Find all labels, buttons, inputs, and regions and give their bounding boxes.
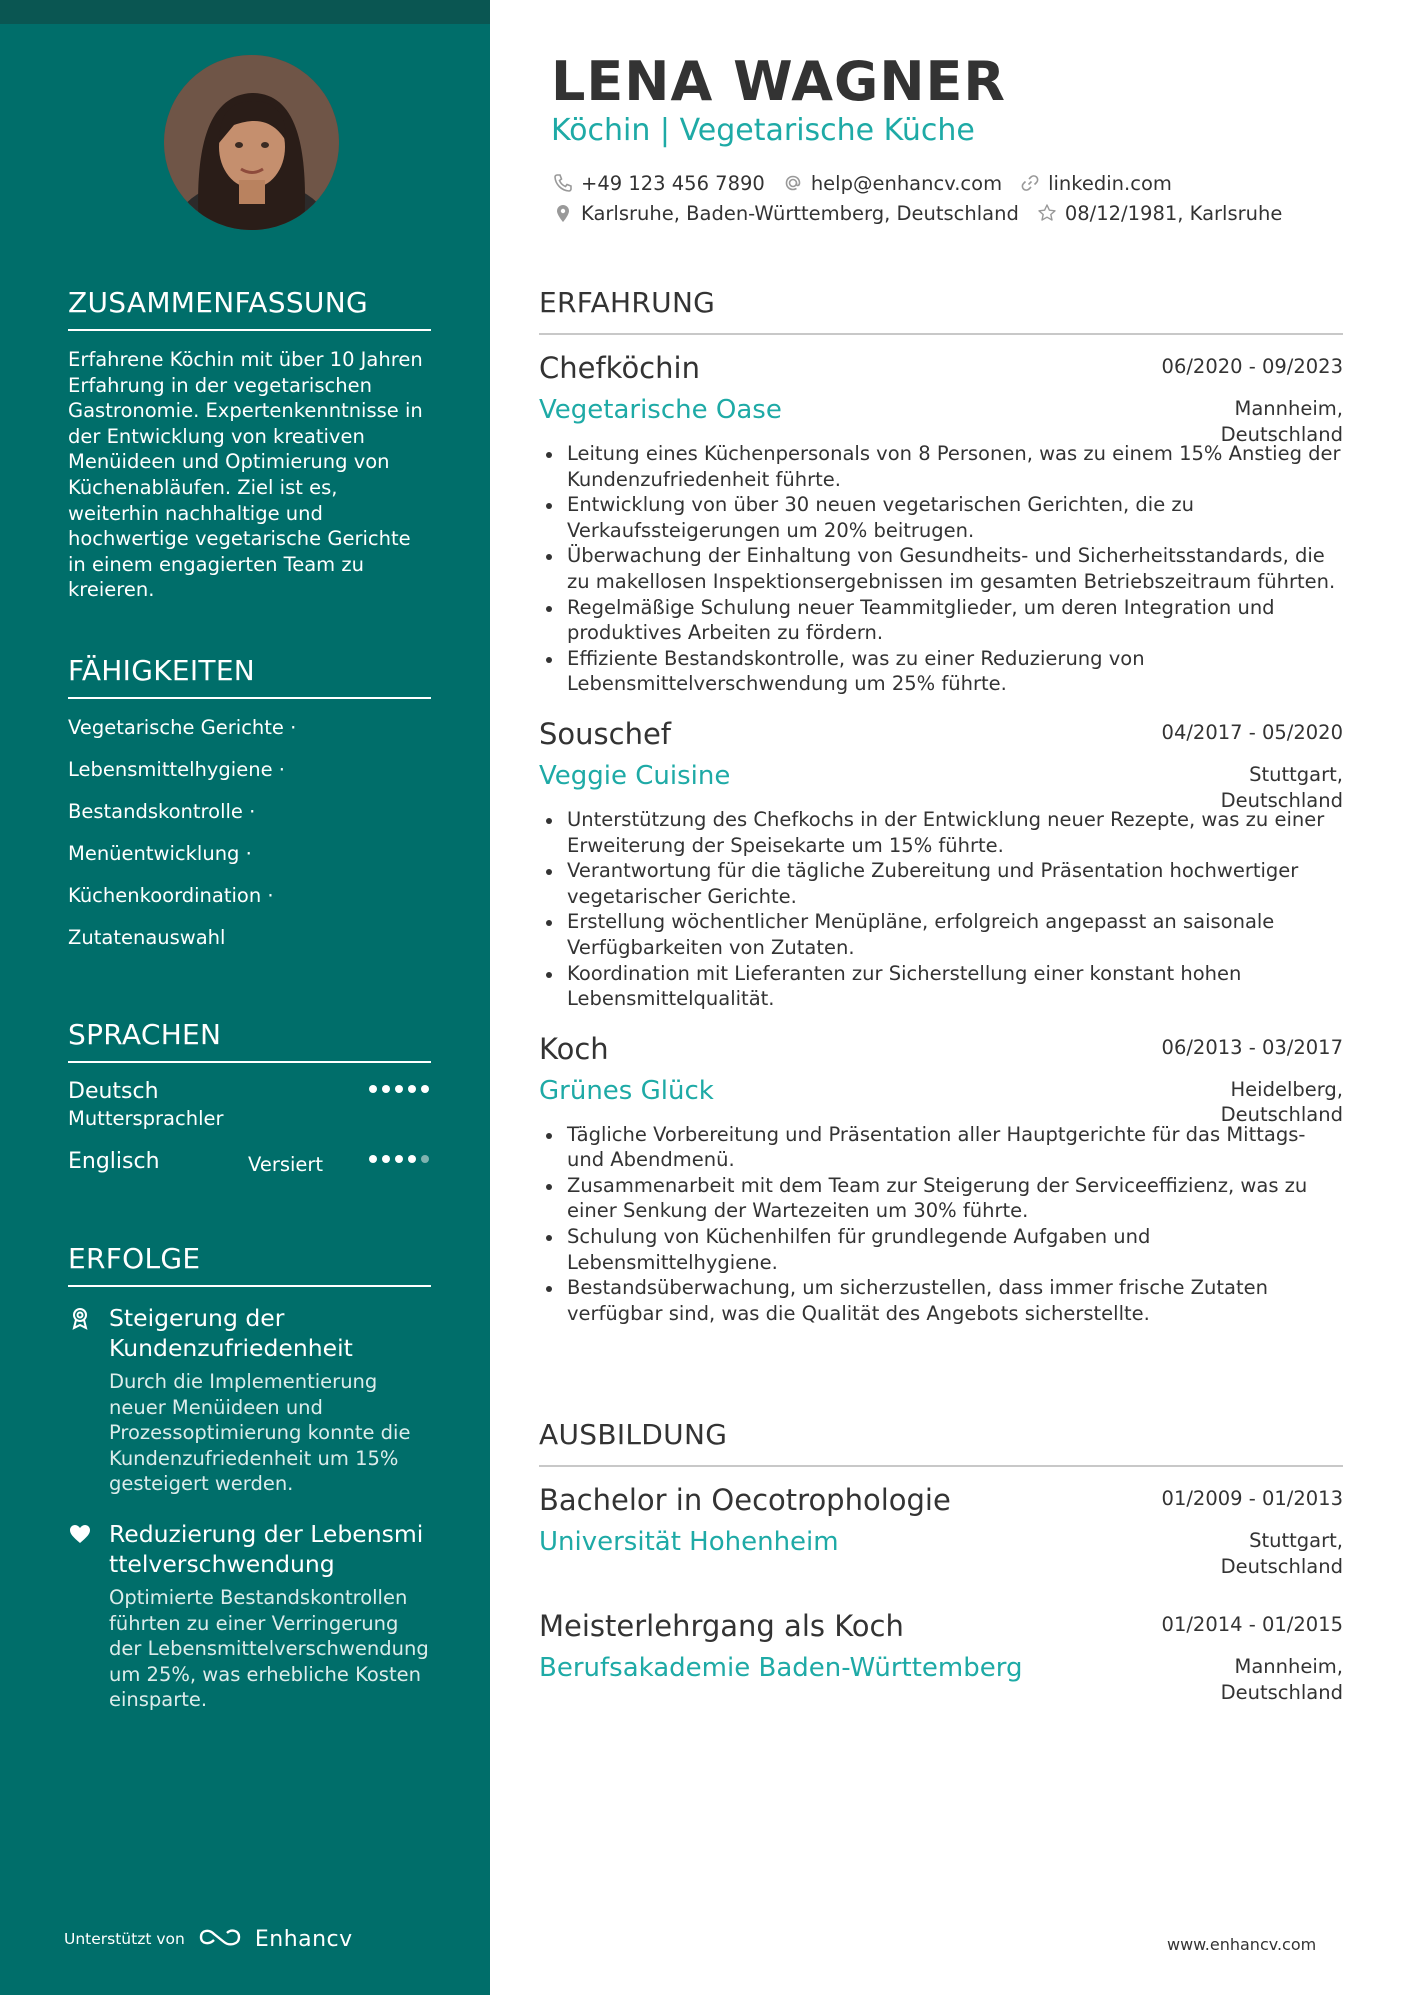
education-entry	[539, 1609, 1343, 1719]
job-bullet: Überwachung der Einhaltung von Gesundheits- und Sicherheitsstandards, die zu makellosen Inspektionsergebnissen im gesamten Betriebszeitraum führten.	[539, 543, 1343, 594]
experience-heading: ERFAHRUNG	[539, 286, 1343, 335]
skills-section	[68, 654, 431, 967]
powered-by-label: Unterstützt von	[64, 1930, 185, 1948]
job-location-city: Mannheim,	[1234, 397, 1343, 420]
contact-linkedin[interactable]	[1020, 172, 1172, 195]
skill-item: Küchenkoordination ·	[68, 884, 274, 907]
job-title: Souschef	[539, 716, 672, 751]
education-location-country: Deutschland	[1220, 1680, 1343, 1704]
skill-item: Bestandskontrolle ·	[68, 800, 256, 823]
job-bullet: Entwicklung von über 30 neuen vegetarischen Gerichten, die zu Verkaufssteigerungen um 20% beitrugen.	[539, 492, 1343, 543]
job-location	[1221, 396, 1343, 447]
job-location-city: Stuttgart,	[1249, 762, 1343, 786]
language-level: Muttersprachler	[68, 1107, 224, 1130]
job-bullet: Tägliche Vorbereitung und Präsentation aller Hauptgerichte für das Mittags- und Abendmenü.	[539, 1122, 1343, 1173]
at-icon	[783, 173, 803, 193]
summary-text: Erfahrene Köchin mit über 10 Jahren Erfahrung in der vegetarischen Gastronomie. Expertenkenntnisse in der Entwicklung von kreativen Menüideen und Optimierung von Küchenabläufen. Ziel ist es, weiterhin nachhaltige und hochwertige vegetarische Gerichte in einem engagierten Team zu kreieren.	[68, 348, 423, 602]
education-location-country: Deutschland	[1220, 1554, 1343, 1578]
education-location-city: Mannheim,	[1234, 1655, 1343, 1678]
contact-phone-text: +49 123 456 7890	[581, 171, 765, 195]
skill-item: Menüentwicklung ·	[68, 842, 252, 865]
rating-dot	[382, 1085, 390, 1093]
skill-item: Zutatenauswahl	[68, 926, 226, 949]
job-bullet: Leitung eines Küchenpersonals von 8 Personen, was zu einem 15% Anstieg der Kundenzufriedenheit führte.	[539, 441, 1343, 492]
education-location	[1221, 1654, 1343, 1705]
star-icon	[1037, 203, 1057, 223]
rating-dot	[421, 1085, 429, 1093]
achievement-desc: Durch die Implementierung neuer Menüideen und Prozessoptimierung konnte die Kundenzufriedenheit um 15% gesteigert werden.	[109, 1370, 411, 1496]
achievement-desc: Optimierte Bestandskontrollen führten zu einer Verringerung der Lebensmittelverschwendung um 25%, was erhebliche Kosten einsparte.	[109, 1585, 429, 1712]
job-bullet: Effiziente Bestandskontrolle, was zu einer Reduzierung von Lebensmittelverschwendung um 25% führte.	[539, 646, 1343, 697]
contact-phone	[553, 172, 765, 195]
enhancv-logo-icon	[197, 1925, 243, 1953]
degree-title: Meisterlehrgang als Koch	[539, 1609, 904, 1643]
job-bullets	[539, 1122, 1343, 1327]
education-location	[1221, 1528, 1343, 1579]
job-title: Koch	[539, 1031, 609, 1066]
job-location-country: Deutschland	[1220, 788, 1343, 812]
achievements-heading: ERFOLGE	[68, 1242, 431, 1287]
job-bullet: Erstellung wöchentlicher Menüpläne, erfolgreich angepasst an saisonale Verfügbarkeiten von Zutaten.	[539, 909, 1343, 960]
link-icon	[1020, 173, 1040, 193]
experience-entry	[539, 717, 1343, 1012]
rating-dot	[382, 1155, 390, 1163]
achievement-item	[68, 1303, 431, 1497]
sidebar	[0, 0, 490, 1995]
contact-info	[553, 168, 1333, 228]
rating-dot	[395, 1155, 403, 1163]
job-location-country: Deutschland	[1220, 422, 1343, 446]
job-date: 04/2017 - 05/2020	[1161, 720, 1343, 744]
summary-section	[68, 286, 431, 603]
experience-section	[539, 286, 1343, 1326]
powered-by-brand: Enhancv	[254, 1926, 353, 1952]
main-content	[539, 0, 1343, 1995]
company-name: Vegetarische Oase	[539, 395, 782, 425]
language-level: Versiert	[248, 1153, 324, 1176]
rating-dot	[421, 1155, 429, 1163]
job-date: 06/2020 - 09/2023	[1161, 355, 1343, 378]
institution-name: Berufsakademie Baden-Württemberg	[539, 1653, 1023, 1683]
language-name: Deutsch	[68, 1079, 159, 1104]
job-location	[1221, 1077, 1343, 1128]
education-section	[539, 1418, 1343, 1719]
job-bullet: Regelmäßige Schulung neuer Teammitglieder, um deren Integration und produktives Arbeiten zu fördern.	[539, 595, 1343, 646]
location-pin-icon	[553, 203, 573, 223]
contact-location-text: Karlsruhe, Baden-Württemberg, Deutschland	[581, 201, 1019, 225]
rating-dot	[369, 1085, 377, 1093]
language-rating	[369, 1085, 429, 1093]
job-bullet: Unterstützung des Chefkochs in der Entwicklung neuer Rezepte, was zu einer Erweiterung der Speisekarte um 15% führte.	[539, 807, 1343, 858]
heart-icon	[68, 1522, 92, 1546]
achievement-title: Reduzierung der Lebensmittelverschwendung	[109, 1519, 424, 1578]
footer-url[interactable]: www.enhancv.com	[1167, 1935, 1317, 1954]
contact-birth	[1037, 202, 1283, 225]
language-item	[68, 1079, 431, 1149]
job-bullets	[539, 441, 1343, 697]
award-icon	[68, 1306, 92, 1330]
job-location	[1221, 762, 1343, 813]
job-location-country: Deutschland	[1220, 1103, 1343, 1127]
summary-heading: ZUSAMMENFASSUNG	[68, 286, 431, 331]
job-bullet: Koordination mit Lieferanten zur Sicherstellung einer konstant hohen Lebensmittelqualität.	[539, 961, 1343, 1012]
education-entry	[539, 1483, 1343, 1593]
institution-name: Universität Hohenheim	[539, 1527, 839, 1557]
education-heading: AUSBILDUNG	[539, 1418, 1343, 1467]
achievement-title: Steigerung der Kundenzufriedenheit	[109, 1304, 353, 1362]
languages-section	[68, 1018, 431, 1211]
skills-heading: FÄHIGKEITEN	[68, 654, 431, 699]
rating-dot	[408, 1085, 416, 1093]
candidate-title: Köchin | Vegetarische Küche	[551, 113, 975, 148]
experience-entry	[539, 1032, 1343, 1327]
phone-icon	[553, 173, 573, 193]
job-bullets	[539, 807, 1343, 1012]
job-bullet: Schulung von Küchenhilfen für grundlegende Aufgaben und Lebensmittelhygiene.	[539, 1224, 1343, 1275]
contact-linkedin-text[interactable]: linkedin.com	[1048, 171, 1172, 195]
rating-dot	[369, 1155, 377, 1163]
achievements-section	[68, 1242, 431, 1713]
experience-entry	[539, 351, 1343, 697]
language-name: Englisch	[68, 1149, 160, 1174]
languages-heading: SPRACHEN	[68, 1018, 431, 1063]
job-bullet: Bestandsüberwachung, um sicherzustellen, dass immer frische Zutaten verfügbar sind, was die Qualität des Angebots sicherstellte.	[539, 1275, 1343, 1326]
job-date: 06/2013 - 03/2017	[1161, 1035, 1343, 1059]
job-title: Chefköchin	[539, 351, 700, 385]
job-bullet: Verantwortung für die tägliche Zubereitung und Präsentation hochwertiger vegetarischer Gerichte.	[539, 858, 1343, 909]
rating-dot	[408, 1155, 416, 1163]
education-date: 01/2014 - 01/2015	[1161, 1613, 1343, 1636]
skill-item: Lebensmittelhygiene ·	[68, 758, 285, 781]
degree-title: Bachelor in Oecotrophologie	[539, 1483, 951, 1517]
avatar	[164, 55, 339, 230]
powered-by	[64, 1925, 353, 1953]
contact-birth-text: 08/12/1981, Karlsruhe	[1064, 201, 1283, 225]
job-bullet: Zusammenarbeit mit dem Team zur Steigerung der Serviceeffizienz, was zu einer Senkung der Wartezeiten um 30% führte.	[539, 1173, 1343, 1224]
education-location-city: Stuttgart,	[1249, 1529, 1343, 1552]
contact-location	[553, 202, 1019, 225]
skill-item: Vegetarische Gerichte ·	[68, 716, 297, 739]
language-item	[68, 1149, 431, 1211]
rating-dot	[395, 1085, 403, 1093]
contact-email-text[interactable]: help@enhancv.com	[810, 171, 1003, 195]
candidate-name: LENA WAGNER	[551, 50, 1006, 113]
contact-email[interactable]	[783, 172, 1002, 195]
sidebar-top-band	[0, 0, 490, 24]
job-location-city: Heidelberg,	[1230, 1077, 1343, 1101]
company-name: Veggie Cuisine	[539, 760, 731, 791]
language-rating	[369, 1155, 429, 1163]
education-date: 01/2009 - 01/2013	[1161, 1487, 1343, 1510]
achievement-item	[68, 1519, 431, 1713]
company-name: Grünes Glück	[539, 1075, 714, 1106]
